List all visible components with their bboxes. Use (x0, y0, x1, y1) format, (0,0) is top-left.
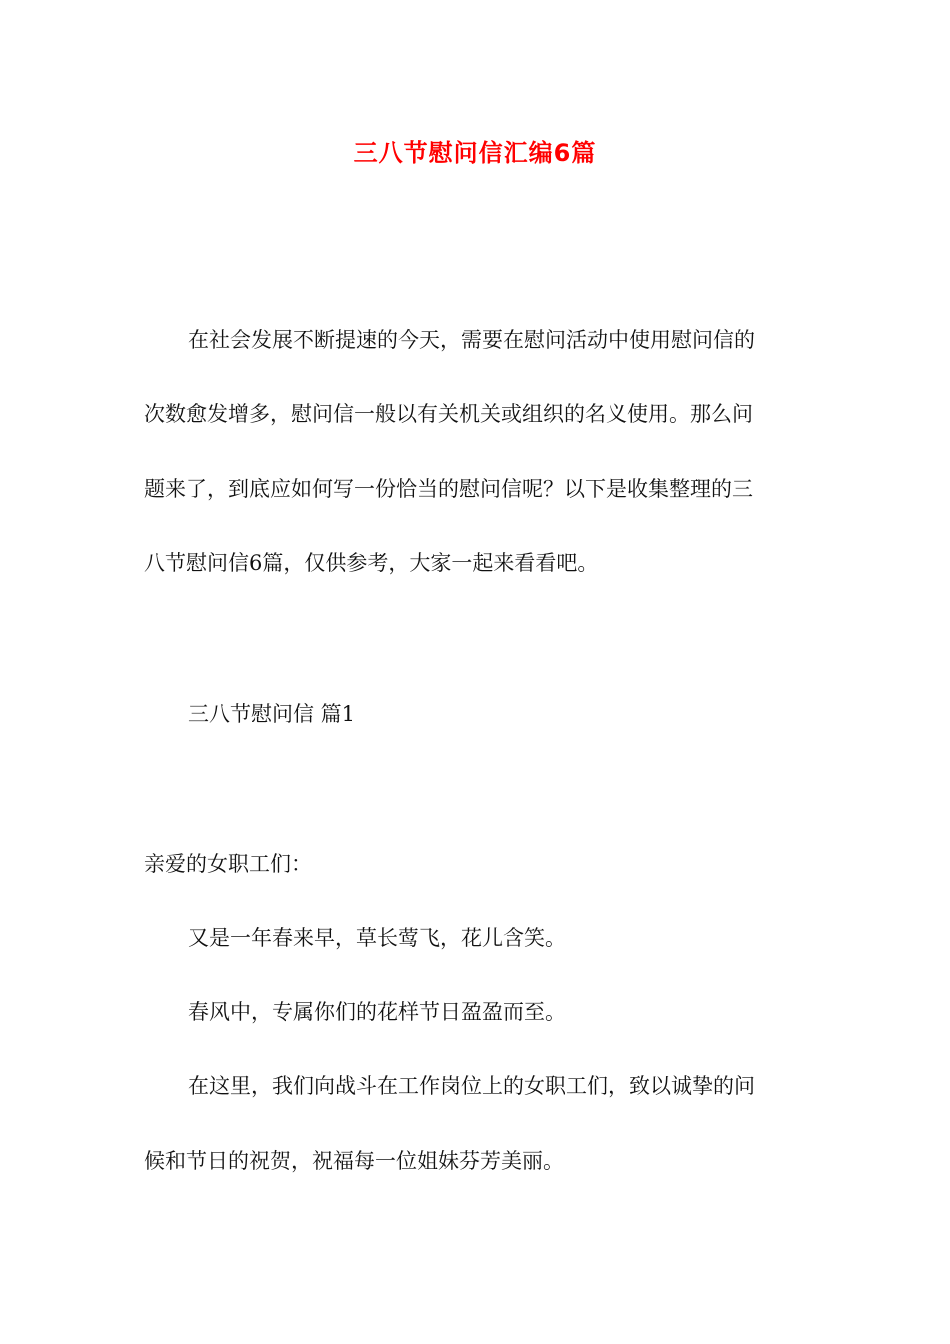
intro-line-2: 次数愈发增多，慰问信一般以有关机关或组织的名义使用。那么问 (144, 402, 753, 426)
intro-line-4: 八节慰问信6篇，仅供参考，大家一起来看看吧。 (144, 551, 599, 575)
intro-line-1: 在社会发展不断提速的今天，需要在慰问活动中使用慰问信的 (188, 328, 755, 352)
intro-line-3: 题来了，到底应如何写一份恰当的慰问信呢？以下是收集整理的三 (144, 477, 753, 501)
salutation: 亲爱的女职工们： (144, 852, 312, 876)
body-paragraph-3-line-1: 在这里，我们向战斗在工作岗位上的女职工们，致以诚挚的问 (188, 1074, 755, 1098)
body-paragraph-2: 春风中，专属你们的花样节日盈盈而至。 (188, 1000, 566, 1024)
body-paragraph-3-line-2: 候和节日的祝贺，祝福每一位姐妹芬芳美丽。 (144, 1149, 564, 1173)
document-title: 三八节慰问信汇编6篇 (353, 139, 597, 167)
body-paragraph-1: 又是一年春来早，草长莺飞，花儿含笑。 (188, 926, 566, 950)
section-heading: 三八节慰问信 篇1 (188, 702, 356, 726)
